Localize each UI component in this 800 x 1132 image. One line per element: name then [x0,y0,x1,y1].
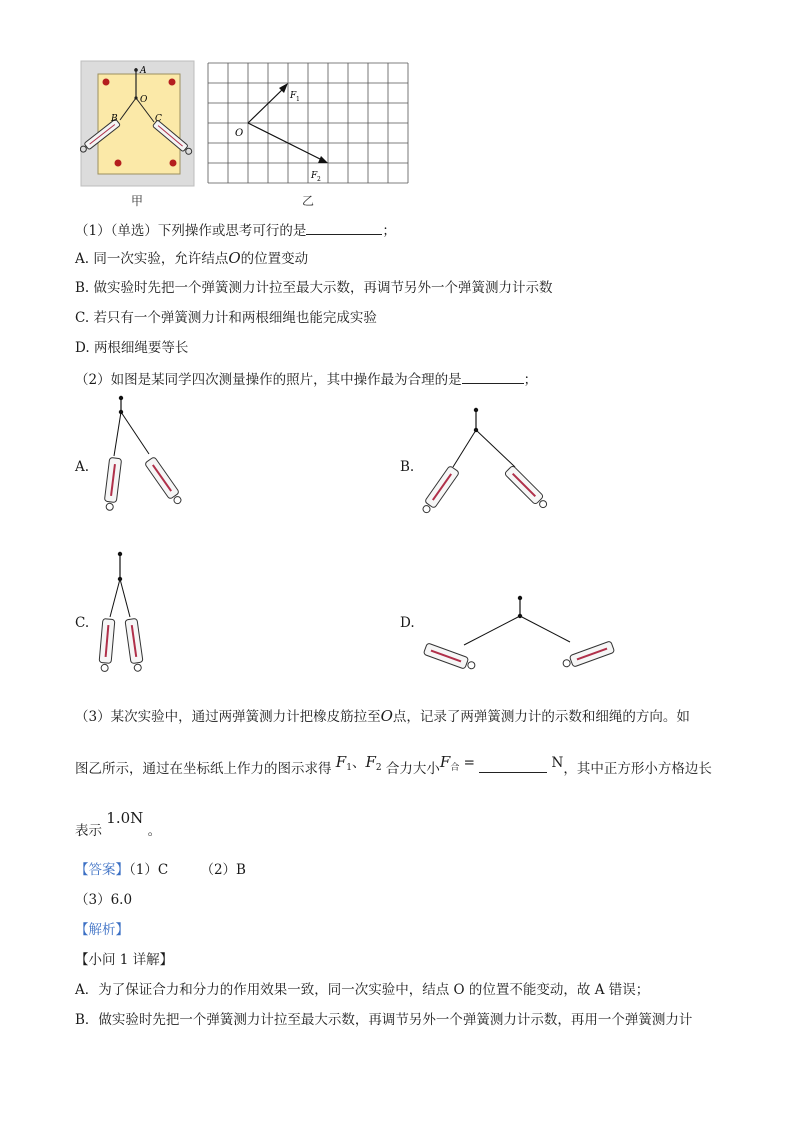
q2-option-a-label[interactable]: A. [75,459,90,475]
q3-f2-sub: 2 [375,763,382,773]
analysis-title [75,921,129,939]
answer-1: （1）C [129,862,169,878]
q3-line3-end: 。 [147,823,162,839]
q3-sep: 、 [351,755,366,771]
q2-stem-text: （2）如图是某同学四次测量操作的照片，其中操作最为合理的是 [75,372,462,388]
q3-line1-symbol: O [380,707,393,725]
q1-option-a-label: A. [75,251,90,267]
q2-option-b-image[interactable] [420,405,550,520]
q1-option-a-text-before: 同一次实验，允许结点 [93,251,229,267]
q3-f1: F [335,753,347,771]
q3-line2 [75,753,712,783]
answer-3: （3）6.0 [75,892,133,908]
q1-option-b-text: 做实验时先把一个弹簧测力计拉至最大示数，再调节另外一个弹簧测力计示数 [93,280,553,296]
q2-stem-end: ； [523,372,538,388]
q3-value: 1.0N [106,809,144,827]
q1-option-c[interactable] [75,309,377,327]
yi-label-F2: F [311,171,318,181]
q2-stem [75,369,537,389]
q2-option-d-label[interactable]: D. [400,615,415,631]
analysis-tag: 解析 [88,922,116,938]
q3-line1 [75,707,690,726]
q1-option-b[interactable] [75,279,553,297]
yi-label-O: O [235,128,244,139]
q1-stem-end: ； [382,223,396,239]
q1-answer-blank[interactable] [306,220,382,235]
label-O: O [140,95,148,105]
q1-option-c-label: C. [75,310,90,326]
q1-option-d-text: 两根细绳要等长 [93,340,189,356]
analysis-line-b: B．做实验时先把一个弹簧测力计拉至最大示数，再调节另外一个弹簧测力计示数，再用一个弹簧测力计 [75,1012,693,1028]
analysis-tag-close: 】 [115,922,129,938]
caption-jia: 甲 [131,194,144,208]
answer-tag-close: 】 [115,862,129,878]
figure-yi [207,62,409,186]
q3-fhe-sub: 合 [450,763,460,773]
q3-fhe: F [439,753,451,771]
q2-answer-blank[interactable] [462,369,524,384]
q2-option-c-image[interactable] [92,545,152,675]
answer-line2 [75,891,132,909]
q2-option-a-image[interactable] [92,390,192,515]
q1-stem [75,220,396,240]
yi-label-F1-sub: 1 [296,96,300,103]
yi-label-F1: F [290,91,297,101]
q1-option-a[interactable] [75,249,308,268]
yi-label-F2-sub: 2 [317,176,321,183]
q1-option-a-symbol: O [228,249,241,267]
caption-yi: 乙 [302,194,315,208]
label-A: A [140,66,147,76]
q1-option-c-text: 若只有一个弹簧测力计和两根细绳也能完成实验 [93,310,377,326]
q3-line1-a: （3）某次实验中，通过两弹簧测力计把橡皮筋拉至 [75,709,381,725]
q3-line2-a: 图乙所示，通过在坐标纸上作力的图示求得 [75,761,332,777]
q3-line1-b: 点，记录了两弹簧测力计的示数和细绳的方向。如 [392,709,690,725]
answer-tag: 答案 [88,862,116,878]
analysis-tag-open: 【 [75,922,89,938]
q3-eq: = [463,755,475,771]
q3-line2-b: 合力大小 [385,761,440,777]
q3-f2: F [365,753,376,771]
q1-option-a-text-after: 的位置变动 [240,251,309,267]
q2-option-d-image[interactable] [420,590,620,680]
label-C: C [155,114,162,124]
q3-line3 [75,809,162,840]
q3-line3-a: 表示 [75,823,102,839]
answer-2: （2）B [200,862,246,878]
label-B: B [111,114,118,124]
answer-line1 [75,861,246,879]
q3-f1-sub: 1 [346,763,352,773]
q3-unit: N [551,755,564,771]
analysis-subtitle: 【小问 1 详解】 [75,952,174,968]
q1-option-b-label: B. [75,280,90,296]
q3-answer-blank[interactable] [479,758,547,773]
q2-option-c-label[interactable]: C. [75,615,90,631]
q3-line2-c: ，其中正方形小方格边长 [563,761,712,777]
analysis-line-a: A．为了保证合力和分力的作用效果一致，同一次实验中，结点 O 的位置不能变动，故 A 错误； [75,982,650,998]
figure-jia [80,60,195,190]
answer-tag-open: 【 [75,862,89,878]
q1-option-d-label: D. [75,340,90,356]
q1-option-d[interactable] [75,339,188,357]
q1-stem-text: （1）（单选）下列操作或思考可行的是 [75,223,307,239]
q2-option-b-label[interactable]: B. [400,459,415,475]
